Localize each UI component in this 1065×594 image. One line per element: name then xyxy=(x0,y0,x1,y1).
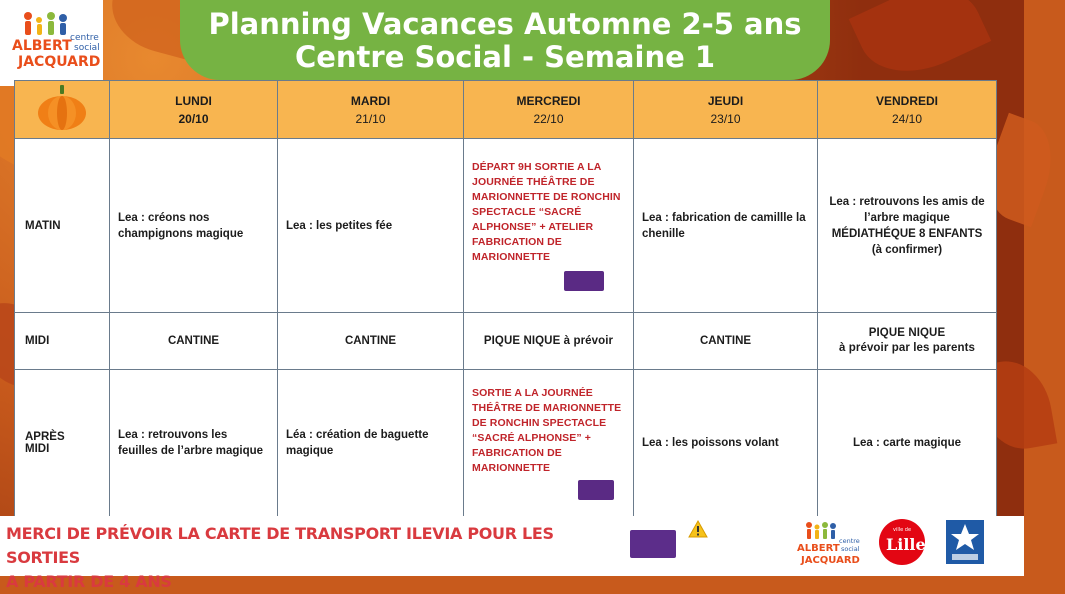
logo-centre-text: centre xyxy=(70,33,99,43)
page-title xyxy=(180,0,830,80)
day-name: MARDI xyxy=(350,93,391,108)
albert-jacquard-footer-logo xyxy=(795,519,859,569)
ilevia-card-icon xyxy=(630,530,676,558)
lille-logo-ville-de-text: ville de xyxy=(893,527,912,533)
logo-social-text: social xyxy=(74,43,100,53)
albert-jacquard-logo xyxy=(8,6,104,80)
row-label-midi: MIDI xyxy=(15,313,110,370)
matin-mercredi-cell xyxy=(464,139,634,313)
weekly-schedule-table xyxy=(14,80,997,517)
logo-albert-text: ALBERT xyxy=(12,38,72,54)
ville-de-lille-logo xyxy=(879,519,925,565)
matin-row xyxy=(15,139,997,313)
row-label-apres-midi xyxy=(15,370,110,517)
midi-jeudi-cell: CANTINE xyxy=(634,313,818,370)
ilevia-card-icon xyxy=(578,480,614,500)
midi-vendredi-line-1: PIQUE NIQUE xyxy=(868,327,946,339)
notice-line-2: A PARTIR DE 4 ANS xyxy=(6,572,172,591)
apres-midi-mercredi-cell xyxy=(464,370,634,517)
day-header-lundi xyxy=(110,81,278,139)
matin-mardi-cell: Lea : les petites fée xyxy=(278,139,464,313)
day-header-jeudi xyxy=(634,81,818,139)
day-date: 24/10 xyxy=(891,111,923,126)
day-date: 21/10 xyxy=(355,111,386,126)
day-name: LUNDI xyxy=(175,93,212,108)
matin-vendredi-cell: Lea : retrouvons les amis de l’arbre magique MÉDIATHÉQUE 8 ENFANTS (à confirmer) xyxy=(818,139,997,313)
row-label-matin: MATIN xyxy=(15,139,110,313)
day-header-mercredi xyxy=(464,81,634,139)
day-header-mardi xyxy=(278,81,464,139)
day-date: 22/10 xyxy=(533,111,564,126)
day-date: 23/10 xyxy=(710,111,741,126)
matin-mercredi-outing-text: DÉPART 9H SORTIE A LA JOURNÉE THÉÂTRE DE MARIONNETTE DE RONCHIN SPECTACLE “SACRÉ ALPHONSE” + ATELIER FABRICATION DE MARIONNETTE xyxy=(472,161,621,263)
midi-vendredi-line-2: à prévoir par les parents xyxy=(838,342,976,354)
apres-midi-lundi-cell: Lea : retrouvons les feuilles de l’arbre magique xyxy=(110,370,278,517)
day-name: MERCREDI xyxy=(516,93,581,108)
day-date: 20/10 xyxy=(178,111,209,126)
matin-lundi-cell: Lea : créons nos champignons magique xyxy=(110,139,278,313)
notice-line-1: MERCI DE PRÉVOIR LA CARTE DE TRANSPORT ILEVIA POUR LES SORTIES xyxy=(6,524,554,567)
matin-jeudi-cell: Lea : fabrication de camillle la chenille xyxy=(634,139,818,313)
lille-logo-text: Lille xyxy=(886,535,926,554)
row-label-apres: APRÈS xyxy=(25,431,65,443)
footer-logo-social-text: social xyxy=(841,545,860,553)
day-name: VENDREDI xyxy=(875,93,938,108)
footer-bar xyxy=(0,516,1024,591)
midi-mardi-cell: CANTINE xyxy=(278,313,464,370)
footer-logo-centre-text: centre xyxy=(839,537,860,545)
midi-lundi-cell: CANTINE xyxy=(110,313,278,370)
days-header-row xyxy=(15,81,997,139)
transport-card-notice xyxy=(6,522,626,594)
title-line-2: Centre Social - Semaine 1 xyxy=(294,40,716,74)
albert-jacquard-logo-box xyxy=(0,0,103,86)
footer-logo-jacquard-text: JACQUARD xyxy=(801,555,860,566)
ilevia-card-icon xyxy=(564,271,604,291)
pumpkin-cell xyxy=(15,81,110,139)
warning-icon xyxy=(688,520,708,538)
midi-mercredi-cell: PIQUE NIQUE à prévoir xyxy=(464,313,634,370)
caf-logo xyxy=(946,520,984,564)
apres-midi-mercredi-outing-text: SORTIE A LA JOURNÉE THÉÂTRE DE MARIONNETTE DE RONCHIN SPECTACLE “SACRÉ ALPHONSE” + FABRICATION DE MARIONNETTE xyxy=(472,387,622,474)
logo-jacquard-text: JACQUARD xyxy=(18,54,101,70)
apres-midi-row xyxy=(15,370,997,517)
apres-midi-vendredi-cell: Lea : carte magique xyxy=(818,370,997,517)
day-name: JEUDI xyxy=(707,93,744,108)
footer-logo-albert-text: ALBERT xyxy=(797,543,840,554)
midi-vendredi-cell xyxy=(818,313,997,370)
midi-row xyxy=(15,313,997,370)
row-label-midi-2: MIDI xyxy=(25,443,50,455)
apres-midi-jeudi-cell: Lea : les poissons volant xyxy=(634,370,818,517)
apres-midi-mardi-cell: Léa : création de baguette magique xyxy=(278,370,464,517)
day-header-vendredi xyxy=(818,81,997,139)
pumpkin-icon xyxy=(36,83,88,131)
title-line-1: Planning Vacances Automne 2-5 ans xyxy=(208,7,802,41)
